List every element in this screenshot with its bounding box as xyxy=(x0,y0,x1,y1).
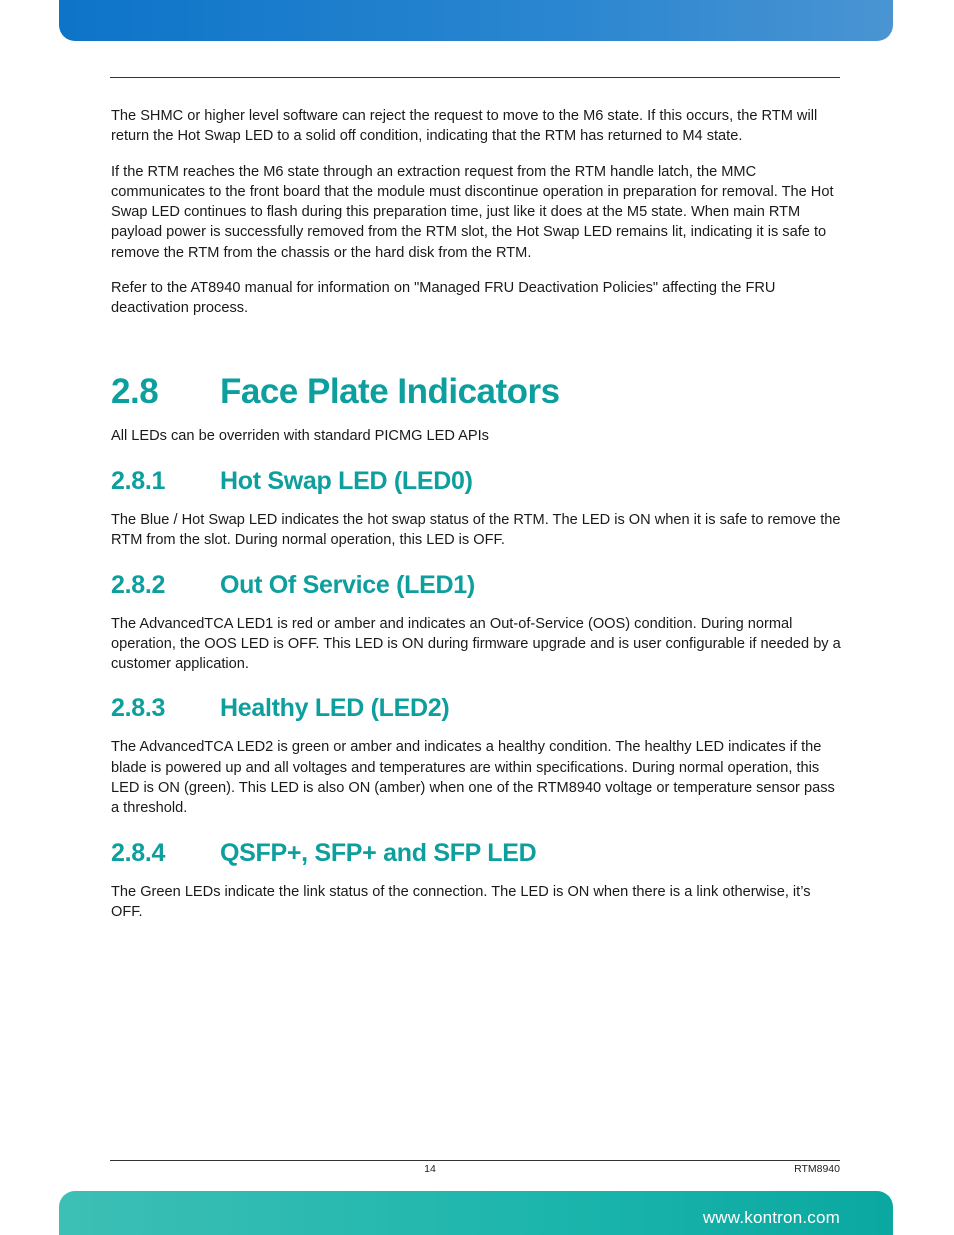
subsection-heading-sfp-led xyxy=(111,838,842,868)
subsection-number: 2.8.4 xyxy=(111,838,166,867)
product-name: RTM8940 xyxy=(794,1163,840,1175)
section-intro: All LEDs can be overriden with standard PICMG LED APIs xyxy=(111,427,489,444)
subsection-heading-led2 xyxy=(111,693,842,723)
subsection-paragraph-led0: The Blue / Hot Swap LED indicates the hot swap status of the RTM. The LED is ON when it is safe to remove the RTM from the slot. During normal operation, this LED is OFF. xyxy=(111,511,841,549)
subsection-paragraph-led1: The AdvancedTCA LED1 is red or amber and indicates an Out-of-Service (OOS) condition. During normal operation, the OOS LED is OFF. This LED is ON during firmware upgrade and is user configurable if needed by a customer application. xyxy=(111,615,841,673)
subsection-title: Healthy LED (LED2) xyxy=(220,694,450,723)
subsection-title: Out Of Service (LED1) xyxy=(220,570,475,599)
header-banner xyxy=(59,0,893,41)
document-body xyxy=(111,106,842,922)
page-number: 14 xyxy=(424,1163,436,1175)
subsection-number: 2.8.3 xyxy=(111,694,166,723)
section-number: 2.8 xyxy=(111,371,159,411)
intro-paragraph-3: Refer to the AT8940 manual for information on "Managed FRU Deactivation Policies" affecting the FRU deactivation process. xyxy=(111,280,776,317)
subsection-paragraph-sfp-led: The Green LEDs indicate the link status of the connection. The LED is ON when there is a link otherwise, it’s OFF. xyxy=(111,883,811,920)
intro-paragraph-1: The SHMC or higher level software can reject the request to move to the M6 state. If this occurs, the RTM will return the Hot Swap LED to a solid off condition, indicating that the RTM has returned to M4 state. xyxy=(111,108,818,145)
subsection-paragraph-led2: The AdvancedTCA LED2 is green or amber and indicates a healthy condition. The healthy LED indicates if the blade is powered up and all voltages and temperatures are within specifications. During normal operation, this LED is ON (green). This LED is also ON (amber) when one of the RTM8940 voltage or temperature sensor pass a threshold. xyxy=(111,739,835,817)
intro-paragraph-2: If the RTM reaches the M6 state through an extraction request from the RTM handle latch, the MMC communicates to the front board that the module must discontinue operation in preparation for removal. The Hot Swap LED continues to flash during this preparation time, just like it does at the M5 state. When main RTM payload power is successfully removed from the RTM slot, the Hot Swap LED remains lit, indicating it is safe to remove the RTM from the chassis or the hard disk from the RTM. xyxy=(111,163,834,261)
subsection-title: Hot Swap LED (LED0) xyxy=(220,466,473,495)
footer-rule xyxy=(110,1160,840,1161)
subsection-number: 2.8.2 xyxy=(111,570,166,599)
website-link[interactable]: www.kontron.com xyxy=(702,1208,840,1227)
subsection-heading-led0 xyxy=(111,466,842,496)
section-title: Face Plate Indicators xyxy=(220,371,560,411)
header-rule xyxy=(110,77,840,78)
section-heading xyxy=(111,372,842,412)
subsection-title: QSFP+, SFP+ and SFP LED xyxy=(220,838,537,867)
footer-banner xyxy=(59,1191,893,1235)
subsection-number: 2.8.1 xyxy=(111,466,166,495)
subsection-heading-led1 xyxy=(111,570,842,600)
